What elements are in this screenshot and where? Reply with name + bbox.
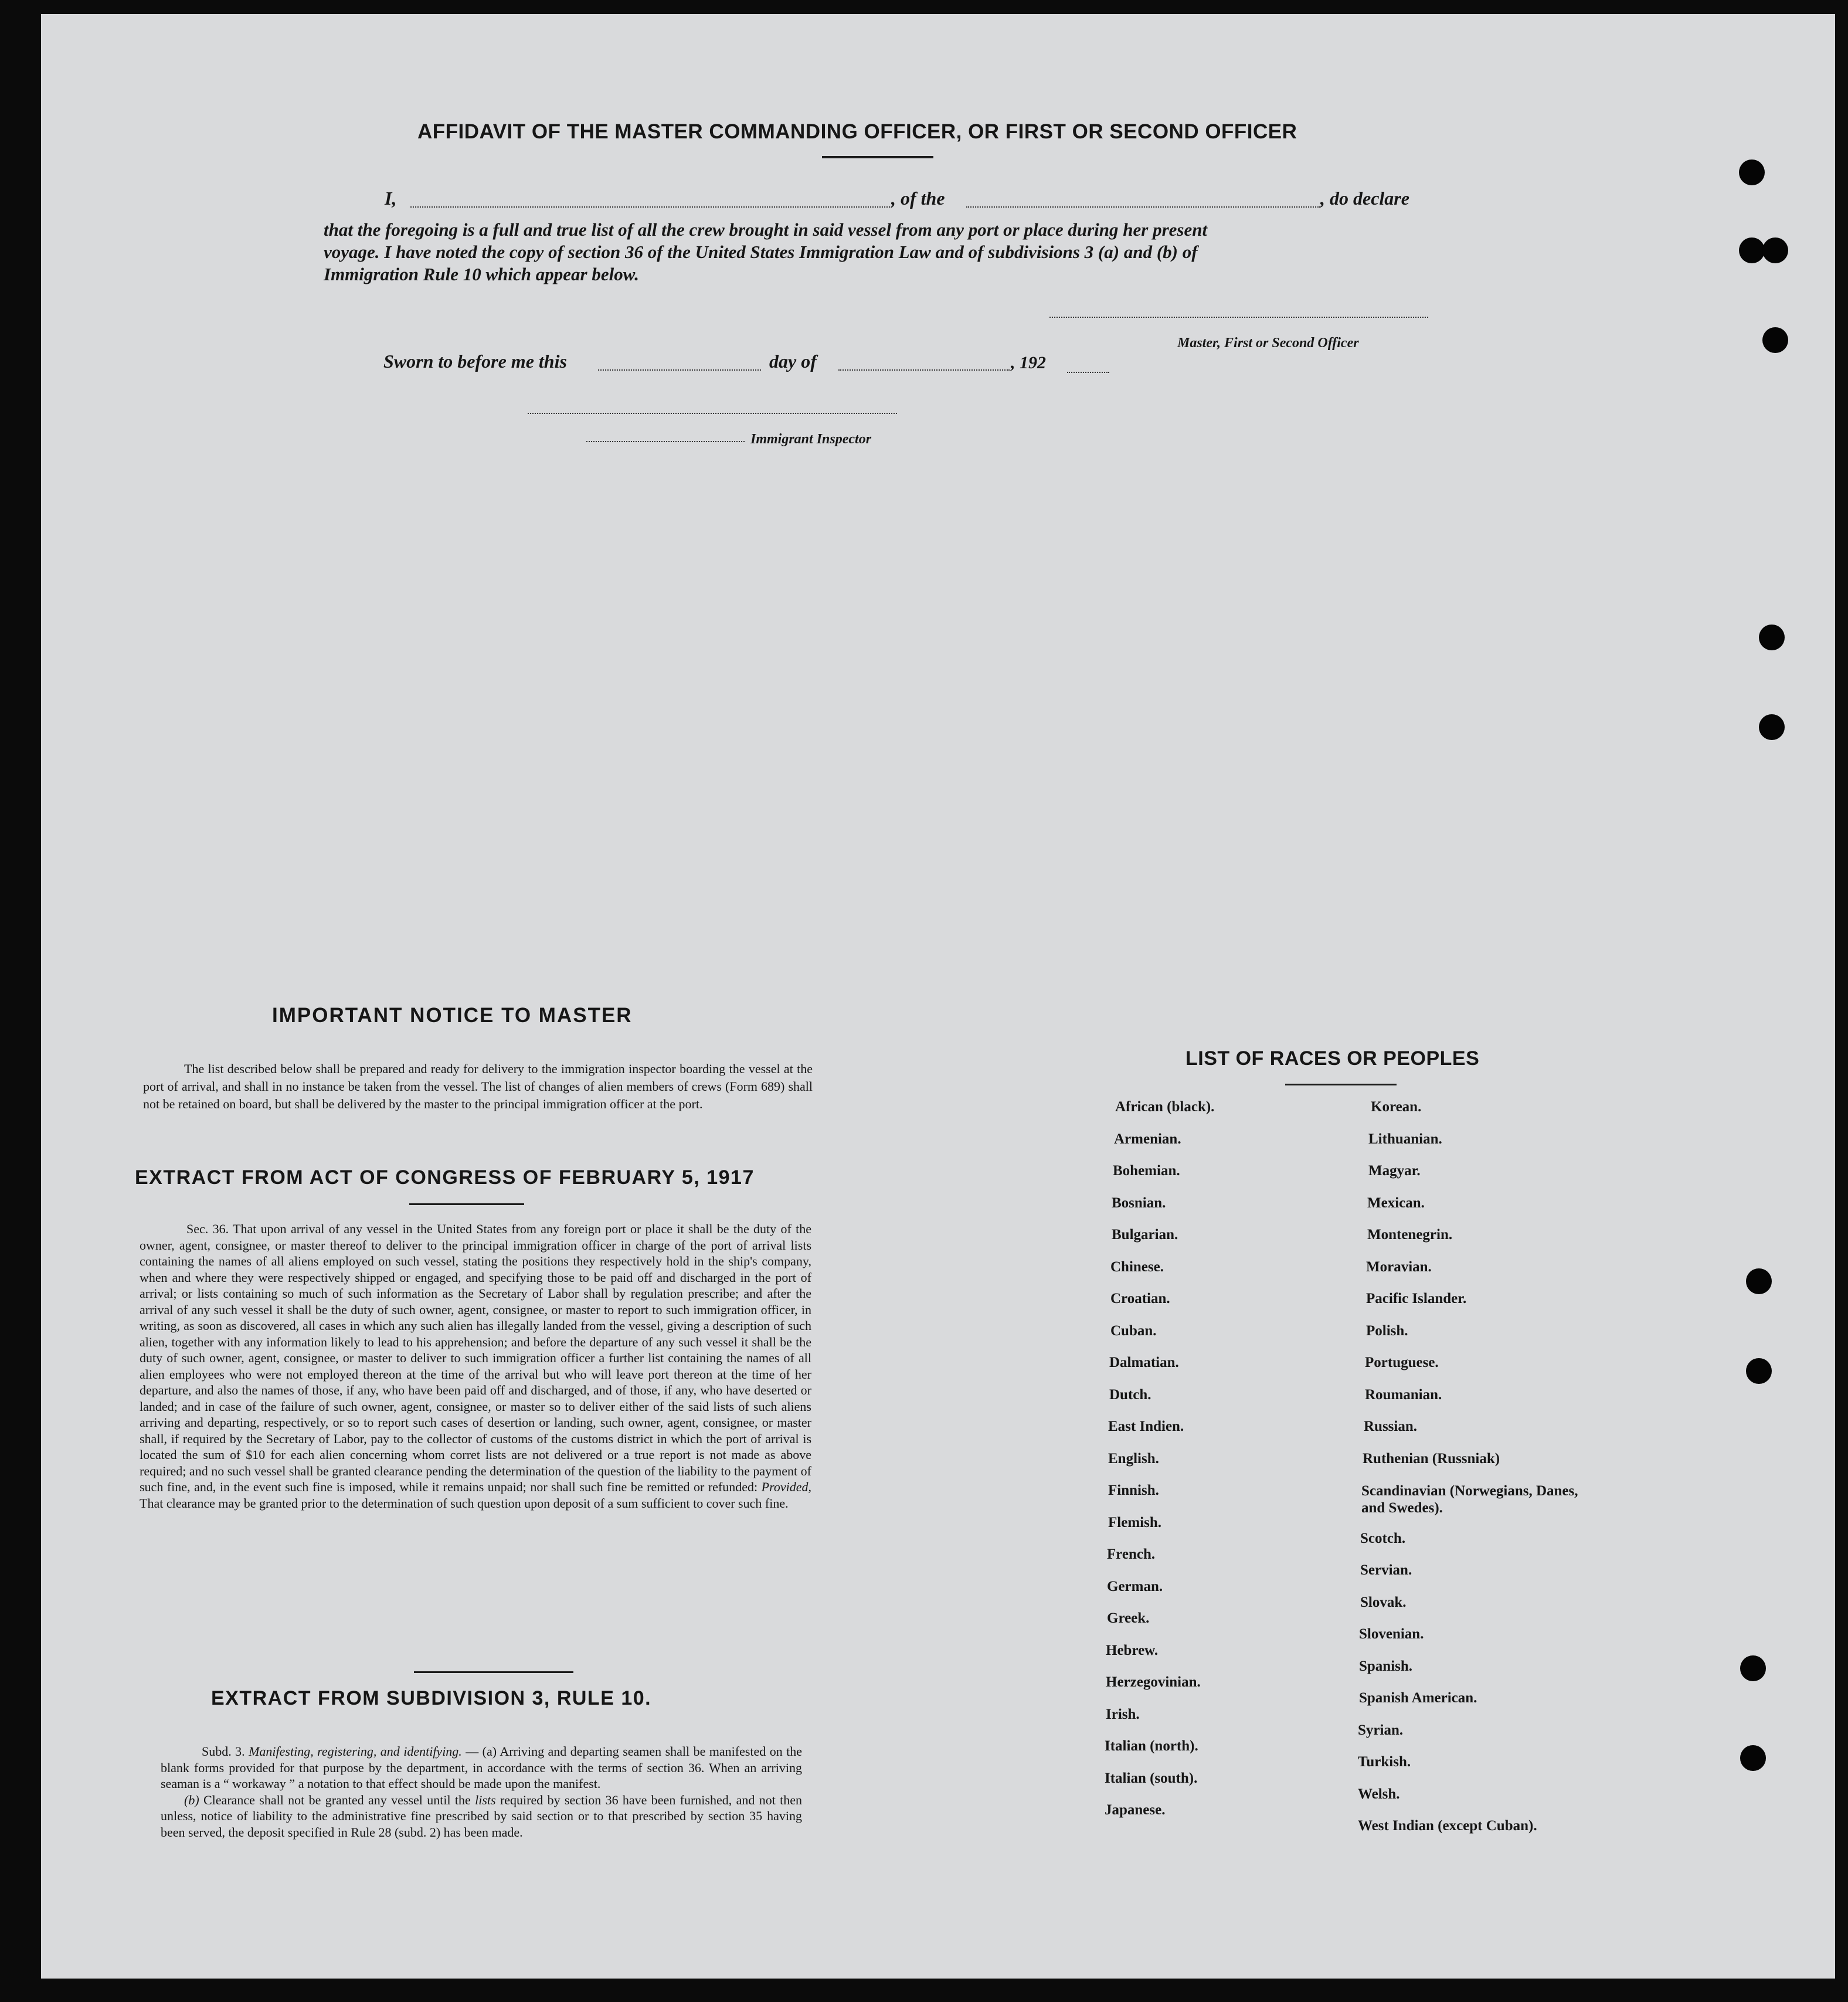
race-item: Greek. (1107, 1610, 1150, 1626)
race-item: Bosnian. (1112, 1195, 1166, 1211)
affidavit-body-line2: voyage. I have noted the copy of section 36 of the United States Immigration Law and of subdivisions 3 (a) and (b) of (324, 242, 1198, 262)
race-item: Ruthenian (Russniak) (1363, 1451, 1500, 1467)
race-item: German. (1107, 1579, 1163, 1594)
affidavit-i-label: I, (385, 188, 397, 209)
signature-caption: Master, First or Second Officer (1177, 335, 1359, 351)
race-item: Polish. (1366, 1323, 1408, 1339)
race-item: French. (1107, 1546, 1156, 1562)
race-item: Finnish. (1108, 1482, 1159, 1498)
race-item: Italian (south). (1105, 1770, 1198, 1786)
notice-body (143, 1060, 813, 1113)
race-item: Armenian. (1114, 1131, 1181, 1147)
race-item: Montenegrin. (1367, 1227, 1453, 1243)
rule-b-text-2: required by section 36 have been furnished, and not then unless, notice of liability to the administrative fine prescribed by said section or to that prescribed by section 35 having been served, the deposit specified in Rule 28 (subd. 2) has been made. (161, 1792, 803, 1840)
race-item: Croatian. (1110, 1291, 1170, 1307)
race-item: Spanish. (1359, 1658, 1413, 1674)
title-underline (822, 156, 933, 158)
year-line[interactable] (1067, 372, 1109, 373)
race-item: Russian. (1364, 1419, 1418, 1434)
signature-line[interactable] (1049, 317, 1428, 318)
race-item: Dalmatian. (1109, 1355, 1179, 1370)
punch-hole (1739, 237, 1765, 263)
race-item: Slovak. (1360, 1594, 1407, 1610)
race-item: Chinese. (1110, 1259, 1164, 1275)
name-line[interactable] (410, 206, 892, 208)
act-divider (414, 1671, 573, 1673)
race-item: Hebrew. (1106, 1643, 1159, 1658)
race-item: Spanish American. (1359, 1690, 1477, 1706)
race-item: Magyar. (1368, 1163, 1421, 1179)
rule-a-label: — (a) (466, 1744, 497, 1759)
race-item: Bohemian. (1113, 1163, 1180, 1179)
race-item: Servian. (1360, 1562, 1412, 1578)
document-page (41, 14, 1835, 1979)
race-item: Korean. (1371, 1099, 1422, 1115)
inspector-caption: Immigrant Inspector (750, 432, 872, 447)
rule-subd-heading: Manifesting, registering, and identifying. (249, 1744, 462, 1759)
rule-b-label: (b) (184, 1792, 199, 1807)
races-underline (1285, 1084, 1397, 1085)
race-item: Moravian. (1366, 1259, 1432, 1275)
punch-hole (1740, 1745, 1766, 1771)
race-item: Dutch. (1109, 1387, 1151, 1403)
inspector-signature-line[interactable] (528, 413, 897, 414)
rule-b-lists: lists (475, 1792, 496, 1807)
affidavit-of-the-label: , of the (891, 188, 945, 209)
affidavit-body-line3: Immigration Rule 10 which appear below. (324, 264, 639, 284)
sworn-label: Sworn to before me this (383, 351, 567, 372)
act-provided-label: Provided, (761, 1480, 811, 1494)
race-item: Portuguese. (1365, 1355, 1439, 1370)
race-item: Herzegovinian. (1106, 1674, 1201, 1690)
race-item: Welsh. (1358, 1786, 1400, 1802)
race-item: West Indian (except Cuban). (1358, 1818, 1537, 1834)
rule-paragraph-b (161, 1792, 802, 1841)
rule-title: EXTRACT FROM SUBDIVISION 3, RULE 10. (211, 1687, 652, 1709)
act-title: EXTRACT FROM ACT OF CONGRESS OF FEBRUARY 5, 1917 (135, 1166, 755, 1189)
race-item: Slovenian. (1359, 1626, 1424, 1642)
notice-text: The list described below shall be prepared and ready for delivery to the immigration inspector boarding the vessel at the port of arrival, and shall in no instance be taken from the vessel. The list of changes of alien members of crews (Form 689) shall not be retained on board, but shall be delivered by the master to the principal immigration officer at the port. (143, 1061, 813, 1111)
races-title: LIST OF RACES OR PEOPLES (1185, 1047, 1480, 1070)
punch-hole (1759, 714, 1785, 740)
inspector-signature-line-2[interactable] (586, 441, 745, 442)
rule-paragraph-a (161, 1743, 802, 1792)
punch-hole (1746, 1358, 1772, 1384)
race-item: Pacific Islander. (1366, 1291, 1467, 1307)
rule-body (161, 1743, 802, 1840)
punch-hole (1739, 160, 1765, 185)
affidavit-do-declare-label: , do declare (1320, 188, 1409, 209)
race-item: Cuban. (1110, 1323, 1157, 1339)
race-item: Italian (north). (1105, 1738, 1198, 1754)
race-item: Turkish. (1358, 1754, 1411, 1770)
race-item: Syrian. (1358, 1722, 1404, 1738)
race-item: Bulgarian. (1112, 1227, 1178, 1243)
race-item: Japanese. (1105, 1802, 1166, 1818)
act-section-text: That upon arrival of any vessel in the United States from any foreign port or place it shall be the duty of the owner, agent, consignee, or master thereof to deliver to the principal immigration officer in charge of the port of arrival lists containing the names of all aliens employed on such vessel, stating the positions they respectively hold in the ship's company, when and where they were respectively shipped or engaged, and specifying those to be paid off and discharged in the port of arrival; or lists containing so much of such information as the Secretary of Labor shall by regulation prescribe; and after the arrival of any such vessel it shall be the duty of such owner, agent, consignee, or master to report to such immigration officer, in writing, as soon as discovered, all cases in which any such alien has illegally landed from the vessel, giving a description of such alien, together with any information likely to lead to his apprehension; and before the departure of any such vessel it shall be the duty of such owner, agent, consignee, or master to deliver to such immigration officer a further list containing the names of all alien employees who were not employed thereon at the time of the arrival but who will leave port thereon at the time of her departure, and also the names of those, if any, who have been paid off and discharged, and of those, if any, who have deserted or landed; and in case of the failure of such owner, agent, consignee, or master so to deliver either of the said lists of such aliens arriving and departing, respectively, or so to report such cases of desertion or landing, such owner, agent, consignee, or master shall, if required by the Secretary of Labor, pay to the collector of customs of the customs district in which the port of arrival is located the sum of $10 for each alien concerning whom corret lists are not delivered or a true report is not made as above required; and no such vessel shall be granted clearance pending the determination of the question of the liability to the payment of such fine, and, in the event such fine is imposed, while it remains unpaid; nor shall such fine be remitted or refunded: (140, 1221, 811, 1494)
punch-hole (1762, 327, 1788, 353)
race-item: Mexican. (1367, 1195, 1425, 1211)
month-line[interactable] (838, 369, 1010, 371)
notice-title: IMPORTANT NOTICE TO MASTER (272, 1004, 633, 1027)
act-section-label: Sec. 36. (186, 1221, 229, 1236)
affidavit-title: AFFIDAVIT OF THE MASTER COMMANDING OFFICER, OR FIRST OR SECOND OFFICER (417, 120, 1297, 143)
year-prefix: , 192 (1011, 353, 1046, 372)
day-line[interactable] (598, 369, 761, 371)
day-of-label: day of (769, 351, 817, 372)
race-item: Roumanian. (1365, 1387, 1442, 1403)
race-item: African (black). (1115, 1099, 1215, 1115)
rule-a-text: Arriving and departing seamen shall be manifested on the blank forms provided for that purpose by the department, in accordance with the terms of section 36. When an arriving seaman is a “ workaway ” a notation to that effect should be made upon the manifest. (161, 1744, 802, 1791)
vessel-line[interactable] (966, 206, 1320, 208)
race-item: Irish. (1106, 1706, 1140, 1722)
race-item: Lithuanian. (1368, 1131, 1442, 1147)
race-item: English. (1108, 1451, 1159, 1467)
act-body (140, 1221, 811, 1511)
punch-hole (1762, 237, 1788, 263)
punch-hole (1759, 625, 1785, 650)
act-underline (409, 1203, 524, 1205)
rule-subd-label: Subd. 3. (202, 1744, 245, 1759)
race-item: Flemish. (1108, 1515, 1161, 1531)
race-item: Scandinavian (Norwegians, Danes, and Swedes). (1361, 1483, 1578, 1516)
punch-hole (1740, 1655, 1766, 1681)
race-item: East Indien. (1108, 1419, 1184, 1434)
rule-b-text-1: Clearance shall not be granted any vessel until the (203, 1792, 471, 1807)
act-section-end: That clearance may be granted prior to the determination of such question upon deposit of a sum sufficient to cover such fine. (140, 1495, 789, 1511)
race-item: Scotch. (1360, 1531, 1406, 1546)
punch-hole (1746, 1268, 1772, 1294)
affidavit-body-line1: that the foregoing is a full and true list of all the crew brought in said vessel from any port or place during her present (324, 219, 1208, 240)
